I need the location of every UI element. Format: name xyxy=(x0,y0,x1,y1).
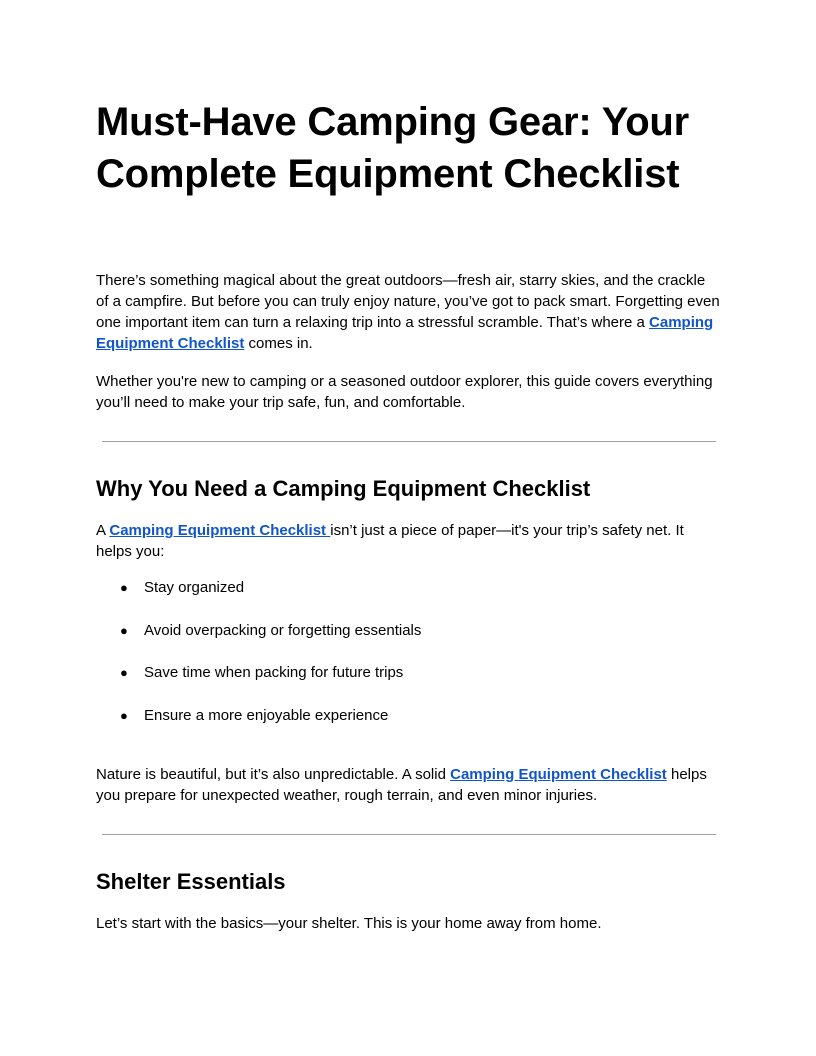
list-item-text: Ensure a more enjoyable experience xyxy=(144,706,389,724)
bullet-icon: ● xyxy=(120,707,128,723)
list-item xyxy=(96,705,720,748)
why-p2-text-before: Nature is beautiful, but it’s also unpredictable. A solid xyxy=(96,766,451,783)
why-text-after: isn’t just a piece of paper—it's your trip’s safety net. It helps you: xyxy=(96,522,684,560)
bullet-icon: ● xyxy=(120,580,128,595)
shelter-paragraph-1: Let’s start with the basics—your shelter. This is your home away from home. xyxy=(96,915,602,932)
why-paragraph-2 xyxy=(96,764,720,806)
section-divider xyxy=(102,834,716,835)
shelter-heading: Shelter Essentials xyxy=(96,869,286,894)
list-item xyxy=(96,662,720,705)
intro-text-before: There’s something magical about the great outdoors—fresh air, starry skies, and the crackle of a campfire. But before you can truly enjoy nature, you’ve got to pack smart. Forgetting even one important item can turn a relaxing trip into a stressful scramble. That’s where a xyxy=(96,272,720,331)
why-heading: Why You Need a Camping Equipment Checklist xyxy=(96,476,591,501)
intro-paragraph-1 xyxy=(96,270,720,354)
camping-checklist-link-1[interactable]: Camping Equipment Checklist xyxy=(96,314,714,352)
intro-paragraph-2: Whether you're new to camping or a seasoned outdoor explorer, this guide covers everything you’ll need to make your trip safe, fun, and comfortable. xyxy=(96,373,713,411)
camping-checklist-link-3[interactable]: Camping Equipment Checklist xyxy=(450,766,667,783)
intro-text-after: comes in. xyxy=(244,335,313,352)
why-p2-text-after: helps you prepare for unexpected weather, rough terrain, and even minor injuries. xyxy=(96,766,707,804)
bullet-icon: ● xyxy=(120,665,128,680)
list-item-text: Avoid overpacking or forgetting essentials xyxy=(144,621,422,639)
section-divider xyxy=(102,441,716,442)
benefits-list xyxy=(96,577,720,747)
page-title: Must-Have Camping Gear: Your Complete Equipment Checklist xyxy=(96,100,690,196)
why-paragraph-1 xyxy=(96,520,720,562)
list-item xyxy=(96,620,720,663)
bullet-icon: ● xyxy=(120,622,128,638)
list-item xyxy=(96,577,720,620)
list-item-text: Save time when packing for future trips xyxy=(144,664,404,681)
list-item-text: Stay organized xyxy=(144,579,245,596)
why-text-before: A xyxy=(96,522,110,539)
camping-checklist-link-2[interactable]: Camping Equipment Checklist xyxy=(109,522,331,539)
